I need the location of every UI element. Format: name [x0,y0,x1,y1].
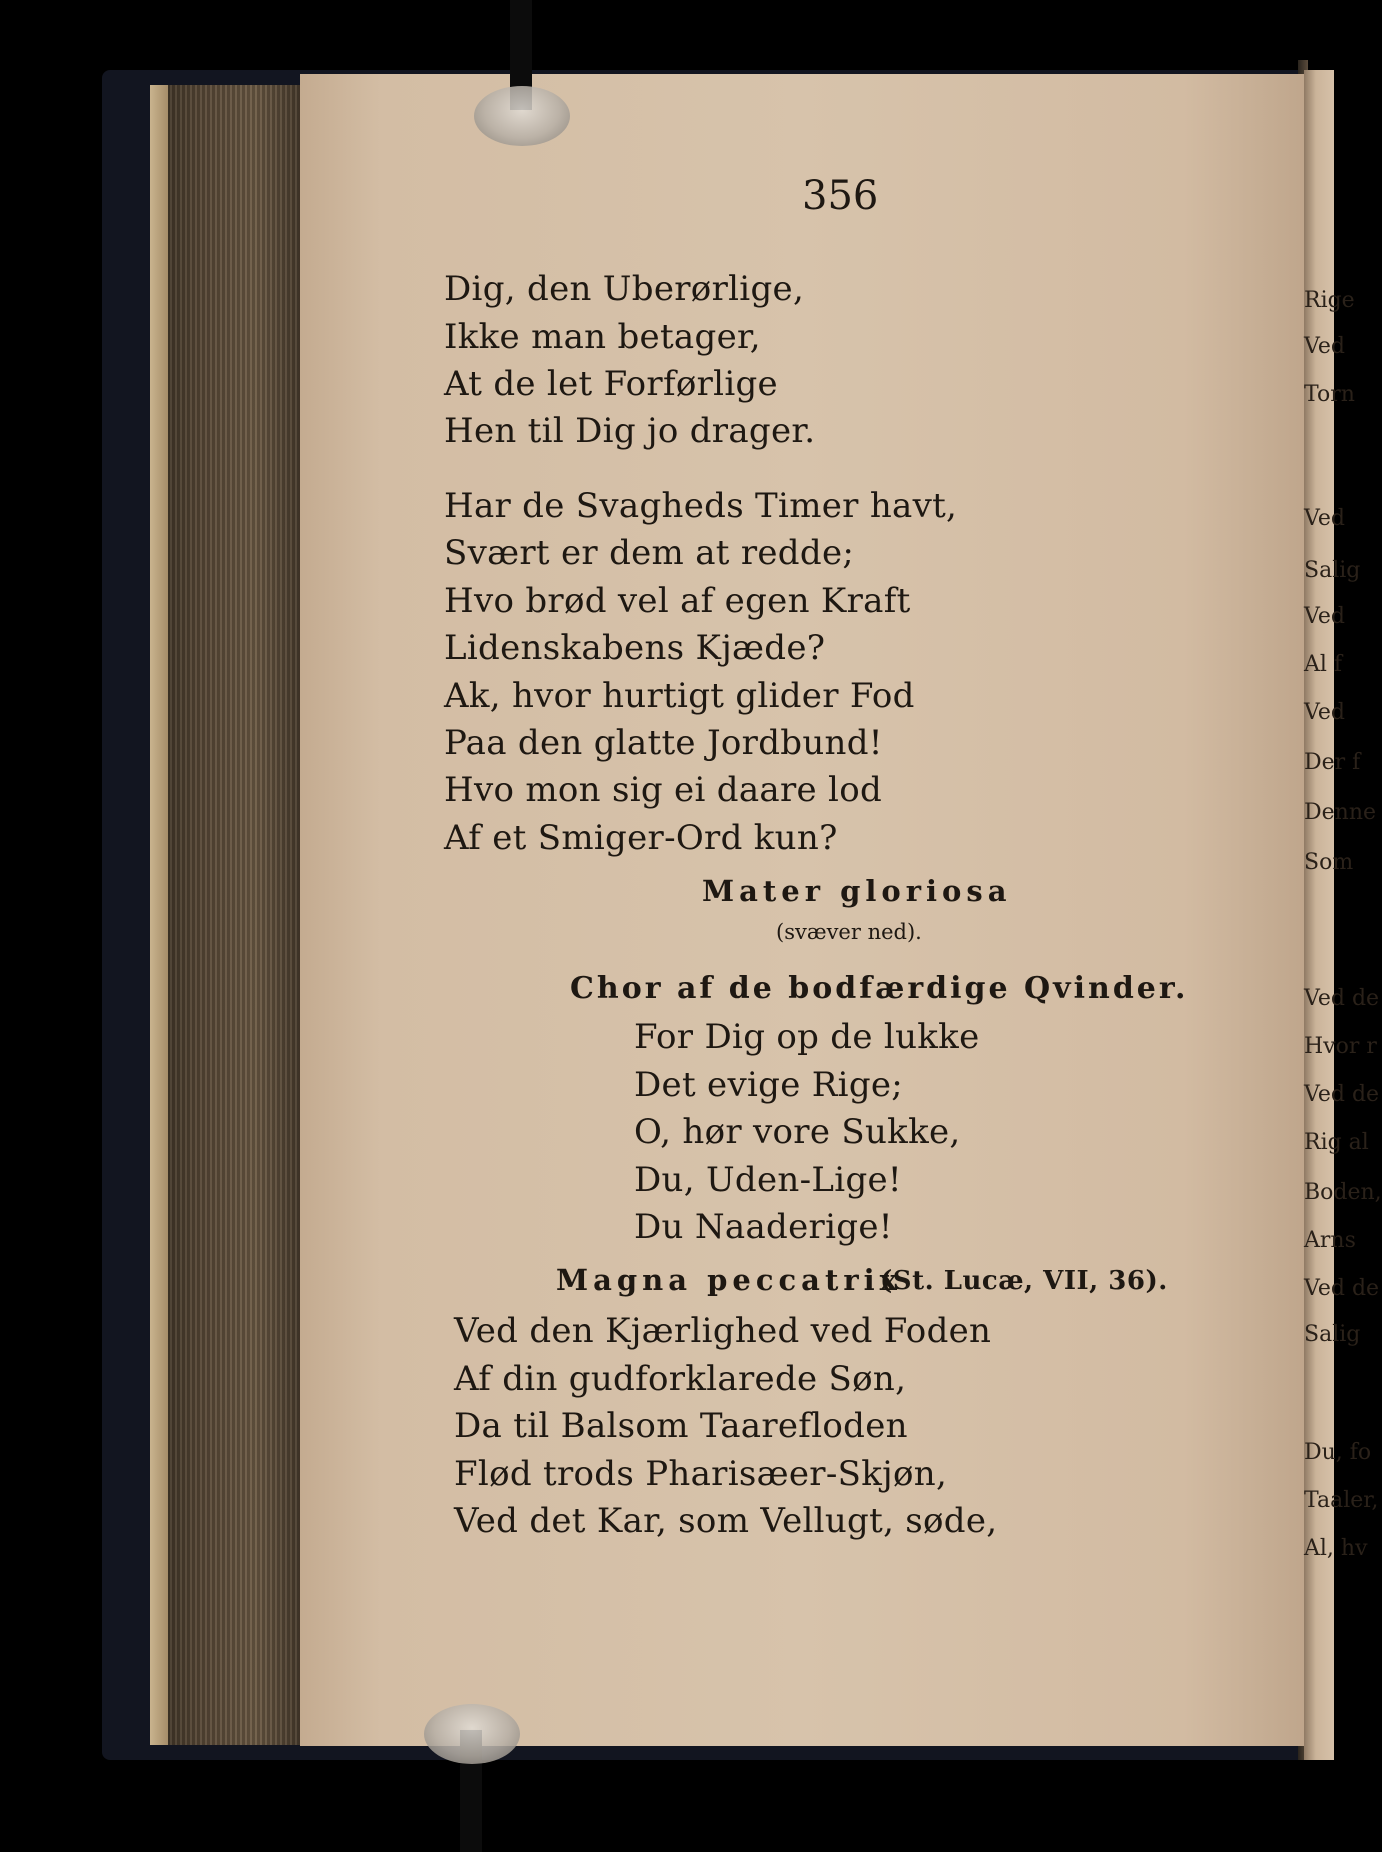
stage-direction: (svæver ned). [776,920,922,944]
facing-page-fragment: Salig [1304,1322,1361,1347]
speaker-heading: Chor af de bodfærdige Qvinder. [570,971,1189,1006]
facing-page-fragment: Ved de [1304,1276,1380,1301]
verse-line: O, hør vore Sukke, [634,1112,961,1152]
facing-page-fragment: Al, hv [1304,1536,1368,1561]
page-clip-top [474,86,570,146]
verse-line: For Dig op de lukke [634,1017,980,1057]
verse-line: Du, Uden-Lige! [634,1160,902,1200]
facing-page-fragment: Arns [1304,1228,1356,1253]
verse-line: Hen til Dig jo drager. [444,411,816,451]
facing-page-fragment: Torn [1304,382,1355,407]
facing-page-fragment: Ved [1304,700,1345,725]
verse-line: Har de Svagheds Timer havt, [444,486,958,526]
verse-line: Af din gudforklarede Søn, [454,1359,907,1399]
verse-line: Svært er dem at redde; [444,533,855,573]
verse-line: Af et Smiger-Ord kun? [444,818,838,858]
facing-page-fragment: Ved [1304,506,1345,531]
facing-page-fragment: Boden, [1304,1180,1382,1205]
verse-line: Ikke man betager, [444,317,761,357]
verse-line: Flød trods Pharisæer-Skjøn, [454,1454,948,1494]
verse-line: At de let Forførlige [444,364,778,404]
page-stack-highlight [150,85,168,1745]
facing-page-fragment: Hvor r [1304,1034,1377,1059]
verse-line: Hvo mon sig ei daare lod [444,770,883,810]
facing-page-fragment: Der f [1304,750,1361,775]
facing-page-fragment: Ved [1304,604,1345,629]
facing-page-fragment: Ved [1304,334,1345,359]
facing-page-fragment: Al f [1304,652,1343,677]
verse-line: Ved det Kar, som Vellugt, søde, [454,1501,998,1541]
verse-line: Lidenskabens Kjæde? [444,628,826,668]
facing-page-fragment: Rig al [1304,1130,1369,1155]
facing-page-fragment: Denne [1304,800,1377,825]
verse-line: Paa den glatte Jordbund! [444,723,883,763]
facing-page-fragment: Ved de [1304,1082,1380,1107]
scripture-reference: (St. Lucæ, VII, 36). [880,1266,1168,1296]
page-clip-bottom [424,1704,520,1764]
page-stack-edge [150,85,300,1745]
facing-page-fragment: Du, fo [1304,1440,1372,1465]
verse-line: Hvo brød vel af egen Kraft [444,581,911,621]
facing-page-fragment: Som [1304,850,1354,875]
verse-line: Dig, den Uberørlige, [444,269,805,309]
facing-page-fragment: Taaler, [1304,1488,1379,1513]
page-number: 356 [802,173,879,219]
facing-page-fragment: Ved de [1304,986,1380,1011]
speaker-heading: Mater gloriosa [702,874,1012,908]
facing-page-fragment: Rige [1304,288,1355,313]
verse-line: Da til Balsom Taarefloden [454,1406,908,1446]
facing-page-fragment: Salig [1304,558,1361,583]
verse-line: Ved den Kjærlighed ved Foden [454,1311,992,1351]
verse-line: Du Naaderige! [634,1207,893,1247]
verse-line: Det evige Rige; [634,1065,904,1105]
speaker-heading: Magna peccatrix [556,1263,902,1297]
verse-line: Ak, hvor hurtigt glider Fod [444,676,915,716]
